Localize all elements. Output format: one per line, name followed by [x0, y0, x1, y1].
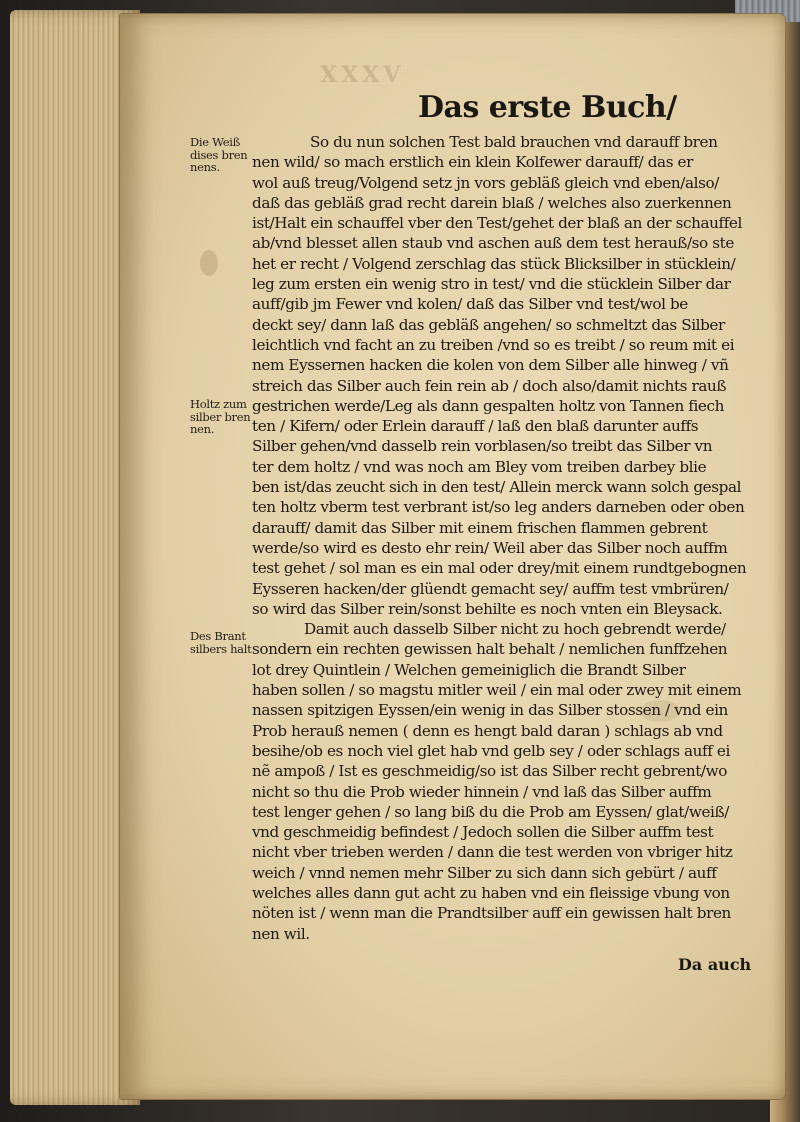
margin-note-line: silber bren — [190, 409, 251, 424]
show-through-header: XXXV — [320, 62, 405, 88]
text-line: ten holtz vberm test verbrant ist/so leg anders darneben oder oben — [252, 498, 745, 517]
text-line: ter dem holtz / vnd was noch am Bley vom treiben darbey blie — [252, 457, 707, 476]
text-line: nicht so thu die Prob wieder hinnein / vnd laß das Silber auffm — [252, 782, 712, 801]
text-line: nicht vber trieben werden / dann die test werden von vbriger hitz — [252, 843, 733, 862]
text-line: ben ist/das zeucht sich in den test/ Allein merck wann solch gespal — [252, 478, 742, 497]
text-line: het er recht / Volgend zerschlag das stück Blicksilber in stücklein/ — [252, 254, 736, 273]
text-line: so wird das Silber rein/sonst behilte es noch vnten ein Bleysack. — [252, 599, 723, 618]
text-line: gestrichen werde/Leg als dann gespalten holtz von Tannen fiech — [252, 396, 725, 415]
running-header: Das erste Buch/ — [418, 90, 677, 125]
margin-note-line: Die Weiß — [190, 135, 241, 149]
text-line: besihe/ob es noch viel glet hab vnd gelb sey / oder schlags auff ei — [252, 741, 730, 760]
stain-mark — [200, 250, 218, 276]
text-line: ist/Halt ein schauffel vber den Test/gehet der blaß an der schauffel — [252, 214, 742, 233]
text-line: streich das Silber auch fein rein ab / doch also/damit nichts rauß — [252, 376, 727, 395]
text-line: weich / vnnd nemen mehr Silber zu sich dann sich gebürt / auff — [252, 863, 717, 882]
text-line: welches alles dann gut acht zu haben vnd ein fleissige vbung von — [252, 883, 730, 902]
margin-note — [190, 630, 251, 655]
text-line: darauff/ damit das Silber mit einem frischen flammen gebrent — [252, 518, 708, 537]
text-line: nen wil. — [252, 924, 310, 943]
catchword: Da auch — [678, 955, 752, 974]
text-line: sondern ein rechten gewissen halt behalt / nemlichen funffzehen — [252, 640, 728, 659]
margin-note — [190, 398, 250, 436]
margin-note-line: nen. — [190, 422, 215, 436]
text-line: So du nun solchen Test bald brauchen vnd darauff bren — [310, 133, 718, 151]
margin-note-line: dises bren — [190, 147, 248, 162]
text-line: werde/so wird es desto ehr rein/ Weil aber das Silber noch auffm — [252, 538, 728, 557]
text-line: deckt sey/ dann laß das gebläß angehen/ so schmeltzt das Silber — [252, 315, 725, 334]
text-line: leg zum ersten ein wenig stro in test/ vnd die stücklein Silber dar — [252, 275, 731, 294]
text-line: nẽ ampoß / Ist es geschmeidig/so ist das Silber recht gebrent/wo — [252, 762, 727, 781]
text-line: Silber gehen/vnd dasselb rein vorblasen/so treibt das Silber vn — [252, 437, 713, 456]
text-line: haben sollen / so magstu mitler weil / ein mal oder zwey mit einem — [252, 681, 742, 700]
text-line: ten / Kifern/ oder Erlein darauff / laß den blaß darunter auffs — [252, 417, 699, 436]
text-line: nem Eyssernen hacken die kolen von dem Silber alle hinweg / vñ — [252, 356, 729, 375]
margin-note-line: silbers halt — [190, 641, 252, 656]
margin-note — [190, 136, 247, 174]
text-line: test gehet / sol man es ein mal oder drey/mit einem rundtgebognen — [252, 559, 747, 578]
text-line: nen wild/ so mach erstlich ein klein Kolfewer darauff/ das er — [252, 153, 693, 172]
text-line: vnd geschmeidig befindest / Jedoch sollen die Silber auffm test — [252, 823, 714, 842]
main-text-block — [252, 132, 772, 944]
text-line: Prob herauß nemen ( denn es hengt bald daran ) schlags ab vnd — [252, 721, 723, 740]
text-line: Damit auch dasselb Silber nicht zu hoch gebrendt werde/ — [304, 620, 726, 639]
text-line: test lenger gehen / so lang biß du die Prob am Eyssen/ glat/weiß/ — [252, 802, 729, 821]
text-line: Eysseren hacken/der glüendt gemacht sey/ auffm test vmbrüren/ — [252, 579, 729, 598]
text-line: auff/gib jm Fewer vnd kolen/ daß das Silber vnd test/wol be — [252, 295, 688, 314]
text-line: wol auß treug/Volgend setz jn vors gebläß gleich vnd eben/also/ — [252, 173, 719, 192]
margin-note-line: Holtz zum — [190, 397, 247, 411]
text-line: daß das gebläß grad recht darein blaß / welches also zuerkennen — [252, 193, 732, 212]
text-line: leichtlich vnd facht an zu treiben /vnd so es treibt / so reum mit ei — [252, 335, 735, 354]
text-line: nöten ist / wenn man die Prandtsilber auff ein gewissen halt bren — [252, 904, 731, 923]
text-line: nassen spitzigen Eyssen/ein wenig in das Silber stossen / vnd ein — [252, 701, 728, 720]
margin-note-line: nens. — [190, 160, 220, 174]
margin-note-line: Des Brant — [190, 629, 246, 643]
text-line: ab/vnd blesset allen staub vnd aschen auß dem test herauß/so ste — [252, 234, 734, 253]
text-line: lot drey Quintlein / Welchen gemeiniglich die Brandt Silber — [252, 660, 686, 679]
